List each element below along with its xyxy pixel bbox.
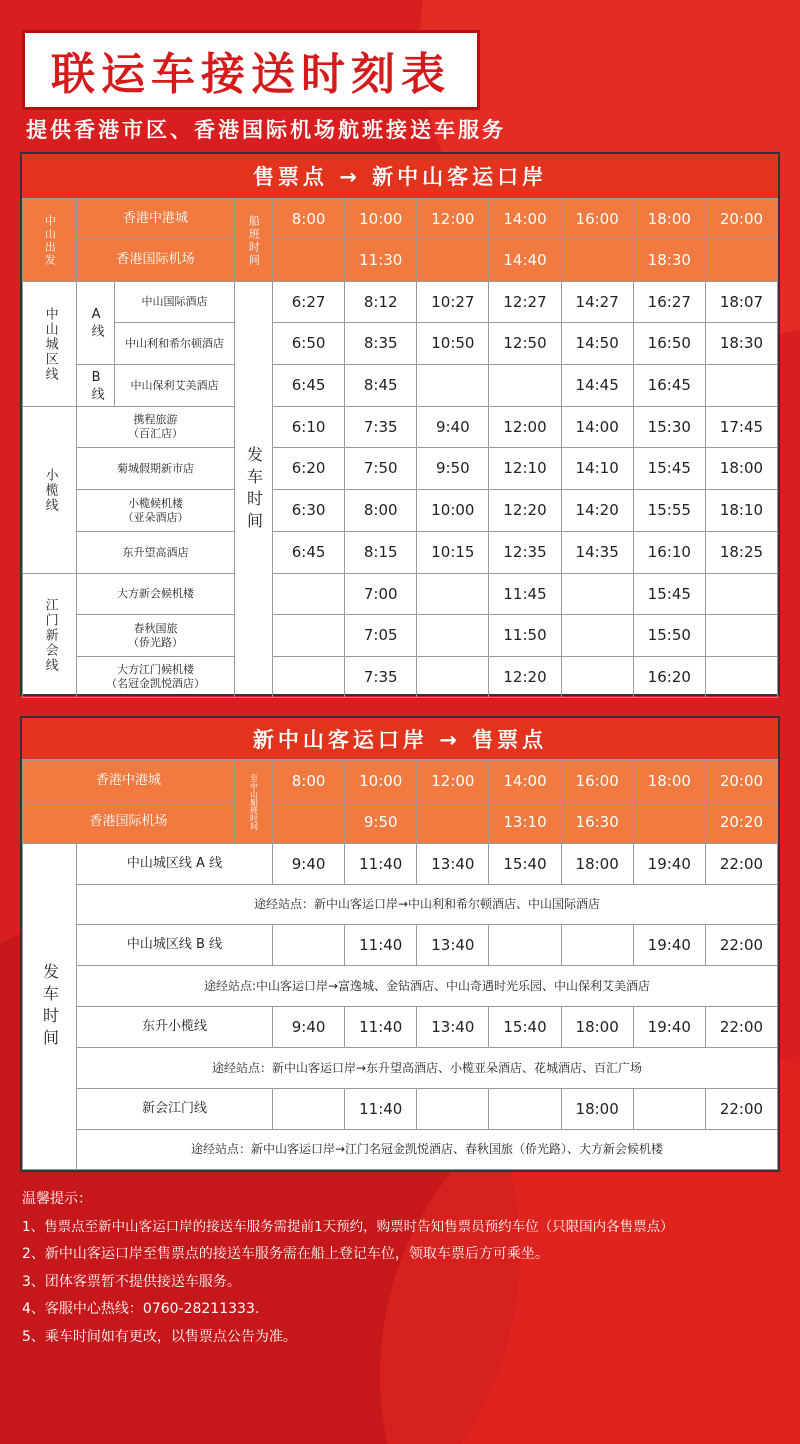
time-cell: 18:00 bbox=[705, 448, 777, 490]
time-cell: 14:00 bbox=[489, 200, 561, 240]
time-cell: 15:45 bbox=[633, 448, 705, 490]
time-cell: 18:30 bbox=[633, 240, 705, 282]
stop-name: 携程旅游 （百汇店） bbox=[77, 407, 235, 448]
time-cell: 20:20 bbox=[705, 802, 777, 844]
time-cell: 15:50 bbox=[633, 615, 705, 657]
table-row bbox=[23, 1130, 778, 1170]
depart-label: 发车时间 bbox=[23, 844, 77, 1170]
table-row bbox=[23, 200, 778, 240]
time-cell: 14:00 bbox=[561, 407, 633, 448]
page-title: 联运车接送时刻表 bbox=[51, 49, 451, 100]
time-cell: 18:00 bbox=[633, 761, 705, 802]
time-cell: 15:45 bbox=[633, 574, 705, 615]
route-note: 途经站点：新中山客运口岸→中山利和希尔顿酒店、中山国际酒店 bbox=[77, 885, 778, 925]
time-cell: 19:40 bbox=[633, 925, 705, 966]
table-row bbox=[23, 1048, 778, 1089]
time-cell: 11:45 bbox=[489, 574, 561, 615]
group-label: 中山出发 bbox=[23, 200, 77, 282]
time-cell: 22:00 bbox=[705, 1089, 777, 1130]
time-cell: 10:15 bbox=[417, 532, 489, 574]
route-note: 途经站点:中山客运口岸→富逸城、金钻酒店、中山奇遇时光乐园、中山保利艾美酒店 bbox=[77, 966, 778, 1007]
time-cell: 15:40 bbox=[489, 844, 561, 885]
time-cell: 12:00 bbox=[417, 200, 489, 240]
time-cell: 12:20 bbox=[489, 490, 561, 532]
time-cell: 18:00 bbox=[561, 1089, 633, 1130]
section1-banner: 售票点 → 新中山客运口岸 bbox=[22, 154, 778, 199]
table-row bbox=[23, 615, 778, 657]
time-cell: 8:00 bbox=[345, 490, 417, 532]
time-cell: 12:10 bbox=[489, 448, 561, 490]
time-cell: 14:00 bbox=[489, 761, 561, 802]
time-cell bbox=[561, 657, 633, 698]
time-cell: 22:00 bbox=[705, 925, 777, 966]
route-note: 途经站点：新中山客运口岸→东升望高酒店、小榄亚朵酒店、花城酒店、百汇广场 bbox=[77, 1048, 778, 1089]
time-cell: 6:20 bbox=[273, 448, 345, 490]
time-cell: 11:40 bbox=[345, 1007, 417, 1048]
time-cell bbox=[633, 802, 705, 844]
line-label: 小榄线 bbox=[23, 407, 77, 574]
time-cell bbox=[561, 925, 633, 966]
stop-name: 中山保利艾美酒店 bbox=[115, 365, 235, 407]
time-cell bbox=[561, 240, 633, 282]
time-cell bbox=[489, 1089, 561, 1130]
ferry-label: 船班时间 bbox=[235, 200, 273, 282]
time-cell bbox=[705, 365, 777, 407]
stop-name: 东升望高酒店 bbox=[77, 532, 235, 574]
time-cell: 11:40 bbox=[345, 925, 417, 966]
time-cell bbox=[273, 615, 345, 657]
time-cell: 14:27 bbox=[561, 282, 633, 323]
time-cell: 8:00 bbox=[273, 200, 345, 240]
table-row bbox=[23, 761, 778, 802]
outbound-table bbox=[22, 199, 778, 698]
time-cell: 16:45 bbox=[633, 365, 705, 407]
schedule-outbound bbox=[20, 152, 780, 696]
route-note: 途经站点：新中山客运口岸→江门名冠金凯悦酒店、春秋国旅（侨光路）、大方新会候机楼 bbox=[77, 1130, 778, 1170]
time-cell: 18:10 bbox=[705, 490, 777, 532]
time-cell: 16:30 bbox=[561, 802, 633, 844]
time-cell: 14:50 bbox=[561, 323, 633, 365]
time-cell: 16:50 bbox=[633, 323, 705, 365]
time-cell: 12:00 bbox=[417, 761, 489, 802]
page-subtitle: 提供香港市区、香港国际机场航班接送车服务 bbox=[26, 118, 506, 142]
b-line-label: B线 bbox=[77, 365, 115, 407]
title-box bbox=[22, 30, 480, 110]
table-row bbox=[23, 448, 778, 490]
time-cell: 12:35 bbox=[489, 532, 561, 574]
time-cell: 12:00 bbox=[489, 407, 561, 448]
time-cell: 16:20 bbox=[633, 657, 705, 698]
table-row bbox=[23, 802, 778, 844]
tip-item: 3、团体客票暂不提供接送车服务。 bbox=[22, 1273, 241, 1290]
time-cell: 8:00 bbox=[273, 761, 345, 802]
time-cell bbox=[417, 802, 489, 844]
time-cell: 12:50 bbox=[489, 323, 561, 365]
time-cell: 6:45 bbox=[273, 532, 345, 574]
time-cell bbox=[633, 1089, 705, 1130]
return-table bbox=[22, 760, 778, 1170]
time-cell: 10:00 bbox=[345, 761, 417, 802]
time-cell: 22:00 bbox=[705, 844, 777, 885]
tip-item: 1、售票点至新中山客运口岸的接送车服务需提前1天预约，购票时告知售票员预约车位（只限国内各售票点） bbox=[22, 1218, 674, 1235]
stop-name: 大方新会候机楼 bbox=[77, 574, 235, 615]
time-cell bbox=[417, 615, 489, 657]
tip-item: 4、客服中心热线：0760-28211333. bbox=[22, 1301, 260, 1317]
time-cell: 14:40 bbox=[489, 240, 561, 282]
table-row bbox=[23, 365, 778, 407]
time-cell: 16:00 bbox=[561, 200, 633, 240]
time-cell: 6:27 bbox=[273, 282, 345, 323]
line-label: 中山城区线 bbox=[23, 282, 77, 407]
depart-label: 发车时间 bbox=[235, 282, 273, 698]
time-cell: 15:40 bbox=[489, 1007, 561, 1048]
station-name: 香港国际机场 bbox=[23, 802, 235, 844]
table-row bbox=[23, 240, 778, 282]
time-cell: 8:45 bbox=[345, 365, 417, 407]
table-row bbox=[23, 1089, 778, 1130]
time-cell bbox=[273, 657, 345, 698]
table-row bbox=[23, 574, 778, 615]
time-cell: 14:10 bbox=[561, 448, 633, 490]
time-cell bbox=[561, 574, 633, 615]
time-cell: 10:50 bbox=[417, 323, 489, 365]
time-cell: 16:10 bbox=[633, 532, 705, 574]
tip-item: 5、乘车时间如有更改，以售票点公告为准。 bbox=[22, 1328, 297, 1345]
time-cell: 18:30 bbox=[705, 323, 777, 365]
time-cell bbox=[273, 802, 345, 844]
table-row bbox=[23, 490, 778, 532]
time-cell: 9:40 bbox=[273, 1007, 345, 1048]
time-cell: 19:40 bbox=[633, 1007, 705, 1048]
time-cell: 11:40 bbox=[345, 844, 417, 885]
table-row bbox=[23, 657, 778, 698]
route-name: 中山城区线 B 线 bbox=[77, 925, 273, 966]
table-row bbox=[23, 1007, 778, 1048]
time-cell: 7:05 bbox=[345, 615, 417, 657]
time-cell: 7:00 bbox=[345, 574, 417, 615]
time-cell: 20:00 bbox=[705, 761, 777, 802]
stop-name: 春秋国旅 （侨光路） bbox=[77, 615, 235, 657]
time-cell: 11:30 bbox=[345, 240, 417, 282]
time-cell bbox=[273, 240, 345, 282]
time-cell: 18:00 bbox=[561, 1007, 633, 1048]
station-name: 香港中港城 bbox=[23, 761, 235, 802]
time-cell: 9:40 bbox=[417, 407, 489, 448]
table-row bbox=[23, 925, 778, 966]
time-cell: 11:50 bbox=[489, 615, 561, 657]
time-cell: 8:15 bbox=[345, 532, 417, 574]
table-row bbox=[23, 407, 778, 448]
time-cell: 11:40 bbox=[345, 1089, 417, 1130]
time-cell bbox=[705, 657, 777, 698]
time-cell bbox=[417, 365, 489, 407]
table-row bbox=[23, 844, 778, 885]
time-cell bbox=[705, 574, 777, 615]
time-cell: 7:35 bbox=[345, 657, 417, 698]
route-name: 中山城区线 A 线 bbox=[77, 844, 273, 885]
station-name: 香港国际机场 bbox=[77, 240, 235, 282]
time-cell: 18:07 bbox=[705, 282, 777, 323]
time-cell: 13:40 bbox=[417, 1007, 489, 1048]
time-cell bbox=[489, 365, 561, 407]
stop-name: 中山利和希尔顿酒店 bbox=[115, 323, 235, 365]
time-cell: 12:20 bbox=[489, 657, 561, 698]
table-row bbox=[23, 885, 778, 925]
time-cell: 13:10 bbox=[489, 802, 561, 844]
tips bbox=[22, 1186, 782, 1351]
time-cell bbox=[705, 615, 777, 657]
time-cell: 16:27 bbox=[633, 282, 705, 323]
stop-name: 大方江门候机楼 （名冠金凯悦酒店） bbox=[77, 657, 235, 698]
stop-name: 中山国际酒店 bbox=[115, 282, 235, 323]
time-cell bbox=[273, 1089, 345, 1130]
route-name: 新会江门线 bbox=[77, 1089, 273, 1130]
time-cell: 9:40 bbox=[273, 844, 345, 885]
stop-name: 小榄候机楼 （亚朵酒店） bbox=[77, 490, 235, 532]
table-row bbox=[23, 323, 778, 365]
time-cell: 19:40 bbox=[633, 844, 705, 885]
table-row bbox=[23, 532, 778, 574]
time-cell: 10:00 bbox=[345, 200, 417, 240]
time-cell: 7:50 bbox=[345, 448, 417, 490]
tips-heading: 温馨提示： bbox=[22, 1191, 92, 1207]
time-cell bbox=[417, 574, 489, 615]
time-cell bbox=[705, 240, 777, 282]
time-cell: 8:12 bbox=[345, 282, 417, 323]
time-cell: 14:35 bbox=[561, 532, 633, 574]
time-cell bbox=[489, 925, 561, 966]
time-cell: 13:40 bbox=[417, 925, 489, 966]
tip-item: 2、新中山客运口岸至售票点的接送车服务需在船上登记车位，领取车票后方可乘坐。 bbox=[22, 1246, 549, 1262]
line-label: 江门新会线 bbox=[23, 574, 77, 698]
time-cell: 20:00 bbox=[705, 200, 777, 240]
table-row bbox=[23, 282, 778, 323]
time-cell bbox=[417, 240, 489, 282]
time-cell: 16:00 bbox=[561, 761, 633, 802]
time-cell: 15:55 bbox=[633, 490, 705, 532]
time-cell bbox=[561, 615, 633, 657]
time-cell: 7:35 bbox=[345, 407, 417, 448]
time-cell: 14:20 bbox=[561, 490, 633, 532]
time-cell: 6:45 bbox=[273, 365, 345, 407]
time-cell: 10:27 bbox=[417, 282, 489, 323]
time-cell: 15:30 bbox=[633, 407, 705, 448]
section2-banner: 新中山客运口岸 → 售票点 bbox=[22, 718, 778, 760]
a-line-label: A线 bbox=[77, 282, 115, 365]
time-cell: 6:10 bbox=[273, 407, 345, 448]
stop-name: 菊城假期新市店 bbox=[77, 448, 235, 490]
route-name: 东升小榄线 bbox=[77, 1007, 273, 1048]
time-cell: 9:50 bbox=[417, 448, 489, 490]
time-cell: 6:50 bbox=[273, 323, 345, 365]
time-cell: 9:50 bbox=[345, 802, 417, 844]
time-cell: 8:35 bbox=[345, 323, 417, 365]
time-cell bbox=[273, 925, 345, 966]
time-cell: 6:30 bbox=[273, 490, 345, 532]
ferry-label: 至中山船班时间 bbox=[235, 761, 273, 844]
time-cell bbox=[417, 657, 489, 698]
station-name: 香港中港城 bbox=[77, 200, 235, 240]
time-cell bbox=[273, 574, 345, 615]
time-cell: 18:00 bbox=[633, 200, 705, 240]
schedule-return bbox=[20, 716, 780, 1172]
time-cell: 18:00 bbox=[561, 844, 633, 885]
time-cell bbox=[417, 1089, 489, 1130]
time-cell: 13:40 bbox=[417, 844, 489, 885]
time-cell: 17:45 bbox=[705, 407, 777, 448]
time-cell: 12:27 bbox=[489, 282, 561, 323]
time-cell: 10:00 bbox=[417, 490, 489, 532]
time-cell: 22:00 bbox=[705, 1007, 777, 1048]
time-cell: 18:25 bbox=[705, 532, 777, 574]
time-cell: 14:45 bbox=[561, 365, 633, 407]
table-row bbox=[23, 966, 778, 1007]
